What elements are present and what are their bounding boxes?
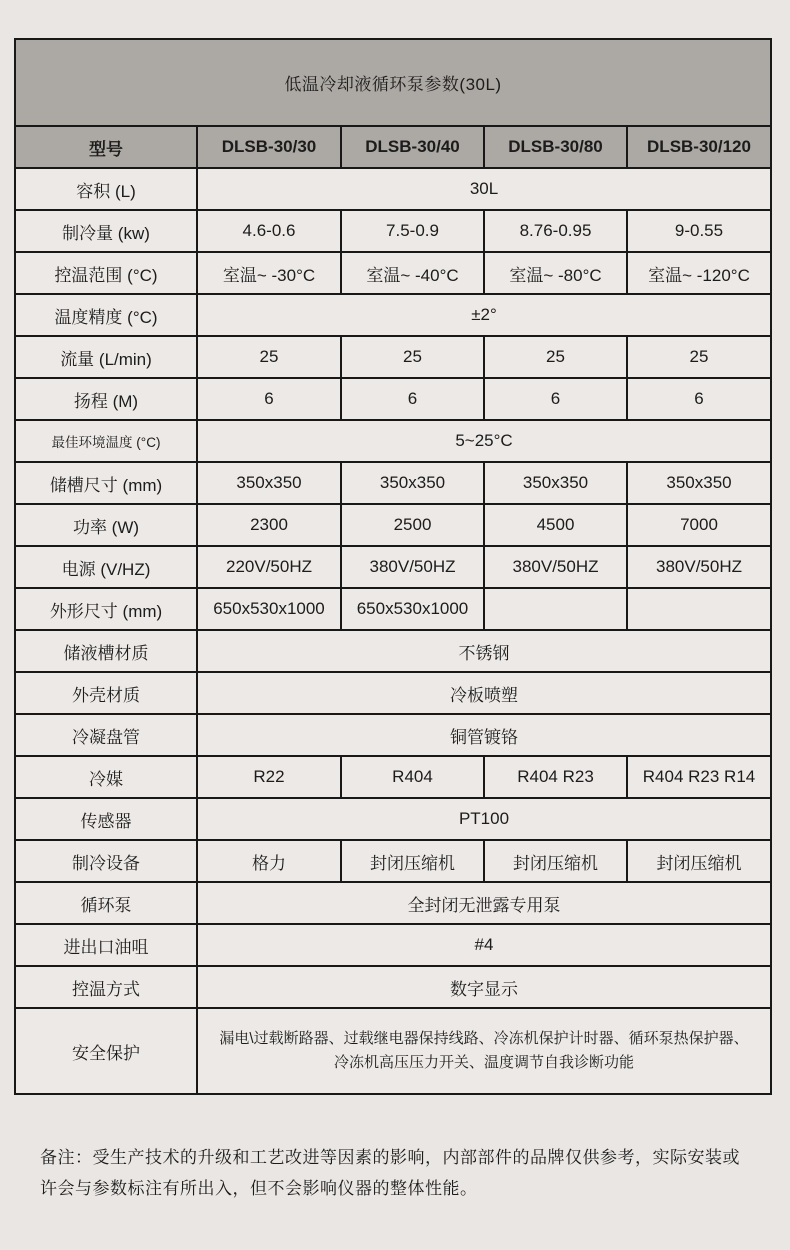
cell-value: R404 R23 xyxy=(484,756,627,798)
cell-value-span: 30L xyxy=(197,168,771,210)
table-title-row xyxy=(15,39,771,126)
cell-value-span: #4 xyxy=(197,924,771,966)
cell-value-span: 冷板喷塑 xyxy=(197,672,771,714)
cell-value: 350x350 xyxy=(197,462,341,504)
header-model-2: DLSB-30/40 xyxy=(341,126,484,168)
cell-value: 7000 xyxy=(627,504,771,546)
row-label: 功率 (W) xyxy=(15,504,197,546)
spec-row xyxy=(15,840,771,882)
row-label: 控温方式 xyxy=(15,966,197,1008)
cell-value-span: 铜管镀铬 xyxy=(197,714,771,756)
cell-value: 6 xyxy=(627,378,771,420)
row-label: 安全保护 xyxy=(15,1008,197,1094)
header-model-3: DLSB-30/80 xyxy=(484,126,627,168)
spec-table-body xyxy=(15,168,771,1094)
cell-value: 25 xyxy=(627,336,771,378)
cell-value: 350x350 xyxy=(484,462,627,504)
table-title: 低温冷却液循环泵参数(30L) xyxy=(15,39,771,126)
cell-value: 封闭压缩机 xyxy=(341,840,484,882)
spec-row xyxy=(15,546,771,588)
cell-value: 25 xyxy=(484,336,627,378)
header-model-4: DLSB-30/120 xyxy=(627,126,771,168)
header-model-label: 型号 xyxy=(15,126,197,168)
cell-value: 6 xyxy=(484,378,627,420)
spec-row xyxy=(15,168,771,210)
row-label: 最佳环境温度 (°C) xyxy=(15,420,197,462)
cell-value: 350x350 xyxy=(627,462,771,504)
row-label: 制冷设备 xyxy=(15,840,197,882)
spec-row xyxy=(15,588,771,630)
cell-value: R404 xyxy=(341,756,484,798)
row-label: 扬程 (M) xyxy=(15,378,197,420)
spec-row xyxy=(15,294,771,336)
cell-value: 4500 xyxy=(484,504,627,546)
cell-value: 室温~ -30°C xyxy=(197,252,341,294)
cell-value-span: 全封闭无泄露专用泵 xyxy=(197,882,771,924)
footnote: 备注：受生产技术的升级和工艺改进等因素的影响，内部部件的品牌仅供参考，实际安装或许会与参数标注有所出入，但不会影响仪器的整体性能。 xyxy=(40,1148,740,1199)
cell-value-span: 漏电\过载断路器、过载继电器保持线路、冷冻机保护计时器、循环泵热保护器、冷冻机高压压力开关、温度调节自我诊断功能 xyxy=(197,1008,771,1094)
cell-value: 25 xyxy=(341,336,484,378)
spec-row xyxy=(15,630,771,672)
row-label: 储液槽材质 xyxy=(15,630,197,672)
spec-table xyxy=(14,38,772,1095)
spec-row xyxy=(15,252,771,294)
cell-value: 380V/50HZ xyxy=(484,546,627,588)
spec-row xyxy=(15,378,771,420)
cell-value: 380V/50HZ xyxy=(341,546,484,588)
cell-value: 2500 xyxy=(341,504,484,546)
cell-value: 室温~ -80°C xyxy=(484,252,627,294)
row-label: 冷媒 xyxy=(15,756,197,798)
cell-value: 650x530x1000 xyxy=(197,588,341,630)
spec-row xyxy=(15,924,771,966)
row-label: 容积 (L) xyxy=(15,168,197,210)
spec-row xyxy=(15,336,771,378)
row-label: 传感器 xyxy=(15,798,197,840)
cell-value: 格力 xyxy=(197,840,341,882)
cell-value xyxy=(627,588,771,630)
spec-row xyxy=(15,756,771,798)
cell-value: 室温~ -40°C xyxy=(341,252,484,294)
row-label: 电源 (V/HZ) xyxy=(15,546,197,588)
spec-row xyxy=(15,672,771,714)
table-header-row xyxy=(15,126,771,168)
cell-value-span: ±2° xyxy=(197,294,771,336)
row-label: 进出口油咀 xyxy=(15,924,197,966)
spec-row xyxy=(15,714,771,756)
cell-value: 封闭压缩机 xyxy=(627,840,771,882)
row-label: 冷凝盘管 xyxy=(15,714,197,756)
cell-value: 7.5-0.9 xyxy=(341,210,484,252)
cell-value: 380V/50HZ xyxy=(627,546,771,588)
cell-value: 室温~ -120°C xyxy=(627,252,771,294)
cell-value: 6 xyxy=(341,378,484,420)
cell-value: 封闭压缩机 xyxy=(484,840,627,882)
spec-row xyxy=(15,1008,771,1094)
row-label: 流量 (L/min) xyxy=(15,336,197,378)
cell-value: R22 xyxy=(197,756,341,798)
row-label: 储槽尺寸 (mm) xyxy=(15,462,197,504)
spec-row xyxy=(15,462,771,504)
cell-value: 2300 xyxy=(197,504,341,546)
header-model-1: DLSB-30/30 xyxy=(197,126,341,168)
cell-value: 4.6-0.6 xyxy=(197,210,341,252)
cell-value-span: 不锈钢 xyxy=(197,630,771,672)
spec-row xyxy=(15,210,771,252)
row-label: 外壳材质 xyxy=(15,672,197,714)
row-label: 循环泵 xyxy=(15,882,197,924)
spec-row xyxy=(15,420,771,462)
row-label: 制冷量 (kw) xyxy=(15,210,197,252)
spec-row xyxy=(15,966,771,1008)
cell-value: 25 xyxy=(197,336,341,378)
cell-value: 220V/50HZ xyxy=(197,546,341,588)
row-label: 控温范围 (°C) xyxy=(15,252,197,294)
cell-value: 350x350 xyxy=(341,462,484,504)
cell-value-span: 数字显示 xyxy=(197,966,771,1008)
cell-value: 8.76-0.95 xyxy=(484,210,627,252)
cell-value: R404 R23 R14 xyxy=(627,756,771,798)
spec-row xyxy=(15,504,771,546)
spec-row xyxy=(15,798,771,840)
cell-value-span: PT100 xyxy=(197,798,771,840)
cell-value: 6 xyxy=(197,378,341,420)
cell-value: 650x530x1000 xyxy=(341,588,484,630)
row-label: 外形尺寸 (mm) xyxy=(15,588,197,630)
spec-row xyxy=(15,882,771,924)
cell-value-span: 5~25°C xyxy=(197,420,771,462)
cell-value xyxy=(484,588,627,630)
row-label: 温度精度 (°C) xyxy=(15,294,197,336)
cell-value: 9-0.55 xyxy=(627,210,771,252)
